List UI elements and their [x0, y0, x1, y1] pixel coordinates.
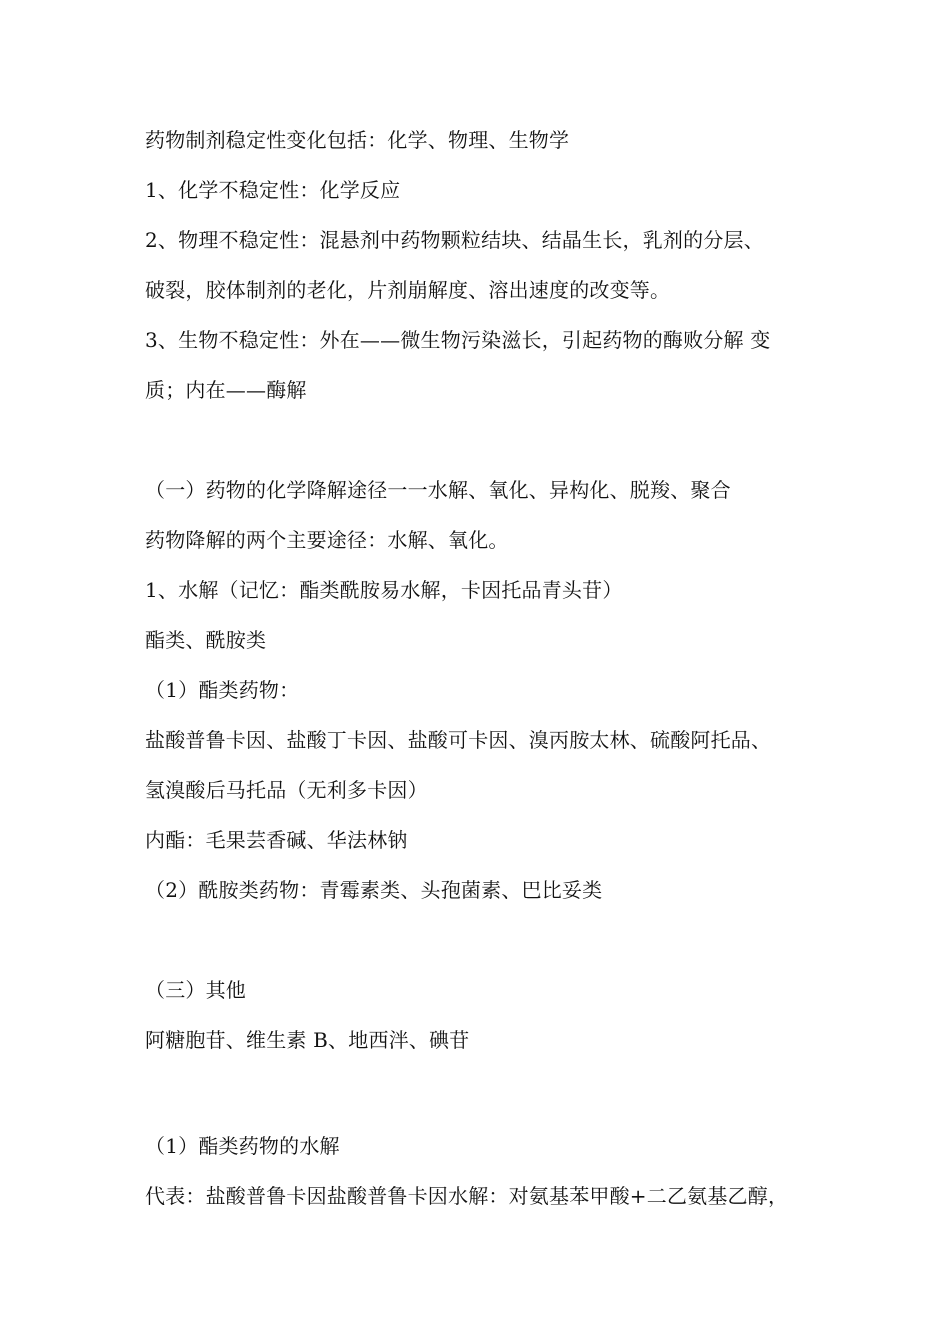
- text-line-ester-drugs-heading: （1）酯类药物：: [145, 678, 300, 702]
- text-line-amide-drugs: （2）酰胺类药物：青霉素类、头孢菌素、巴比妥类: [145, 878, 603, 902]
- text-line-physical-instability: 2、物理不稳定性：混悬剂中药物颗粒结块、结晶生长，乳剂的分层、: [145, 228, 764, 252]
- text-line-ester-drugs-list-cont: 氢溴酸后马托品（无利多卡因）: [145, 778, 428, 802]
- section-heading-others: （三）其他: [145, 978, 246, 1002]
- text-line-chemical-instability: 1、化学不稳定性：化学反应: [145, 178, 401, 202]
- text-line-ester-drugs-list: 盐酸普鲁卡因、盐酸丁卡因、盐酸可卡因、溴丙胺太林、硫酸阿托品、: [145, 728, 772, 752]
- text-line-main-pathways: 药物降解的两个主要途径：水解、氧化。: [145, 528, 509, 552]
- text-line-lactones: 内酯：毛果芸香碱、华法林钠: [145, 828, 408, 852]
- section-heading-degradation-pathways: （一）药物的化学降解途径一一水解、氧化、异构化、脱羧、聚合: [145, 478, 731, 502]
- text-line-biological-instability-cont: 质；内在——酶解: [145, 378, 307, 402]
- text-line-biological-instability: 3、生物不稳定性：外在——微生物污染滋长，引起药物的酶败分解 变: [145, 328, 771, 352]
- text-line-other-drugs: 阿糖胞苷、维生素 B、地西泮、碘苷: [145, 1028, 470, 1052]
- section-heading-ester-hydrolysis: （1）酯类药物的水解: [145, 1134, 340, 1158]
- text-line-stability-overview: 药物制剂稳定性变化包括：化学、物理、生物学: [145, 128, 570, 152]
- text-line-esters-amides: 酯类、酰胺类: [145, 628, 267, 652]
- text-line-procaine-hydrolysis: 代表：盐酸普鲁卡因盐酸普鲁卡因水解：对氨基苯甲酸+二乙氨基乙醇，: [145, 1184, 789, 1208]
- text-line-hydrolysis: 1、水解（记忆：酯类酰胺易水解，卡因托品青头苷）: [145, 578, 623, 602]
- text-line-physical-instability-cont: 破裂，胶体制剂的老化，片剂崩解度、溶出速度的改变等。: [145, 278, 671, 302]
